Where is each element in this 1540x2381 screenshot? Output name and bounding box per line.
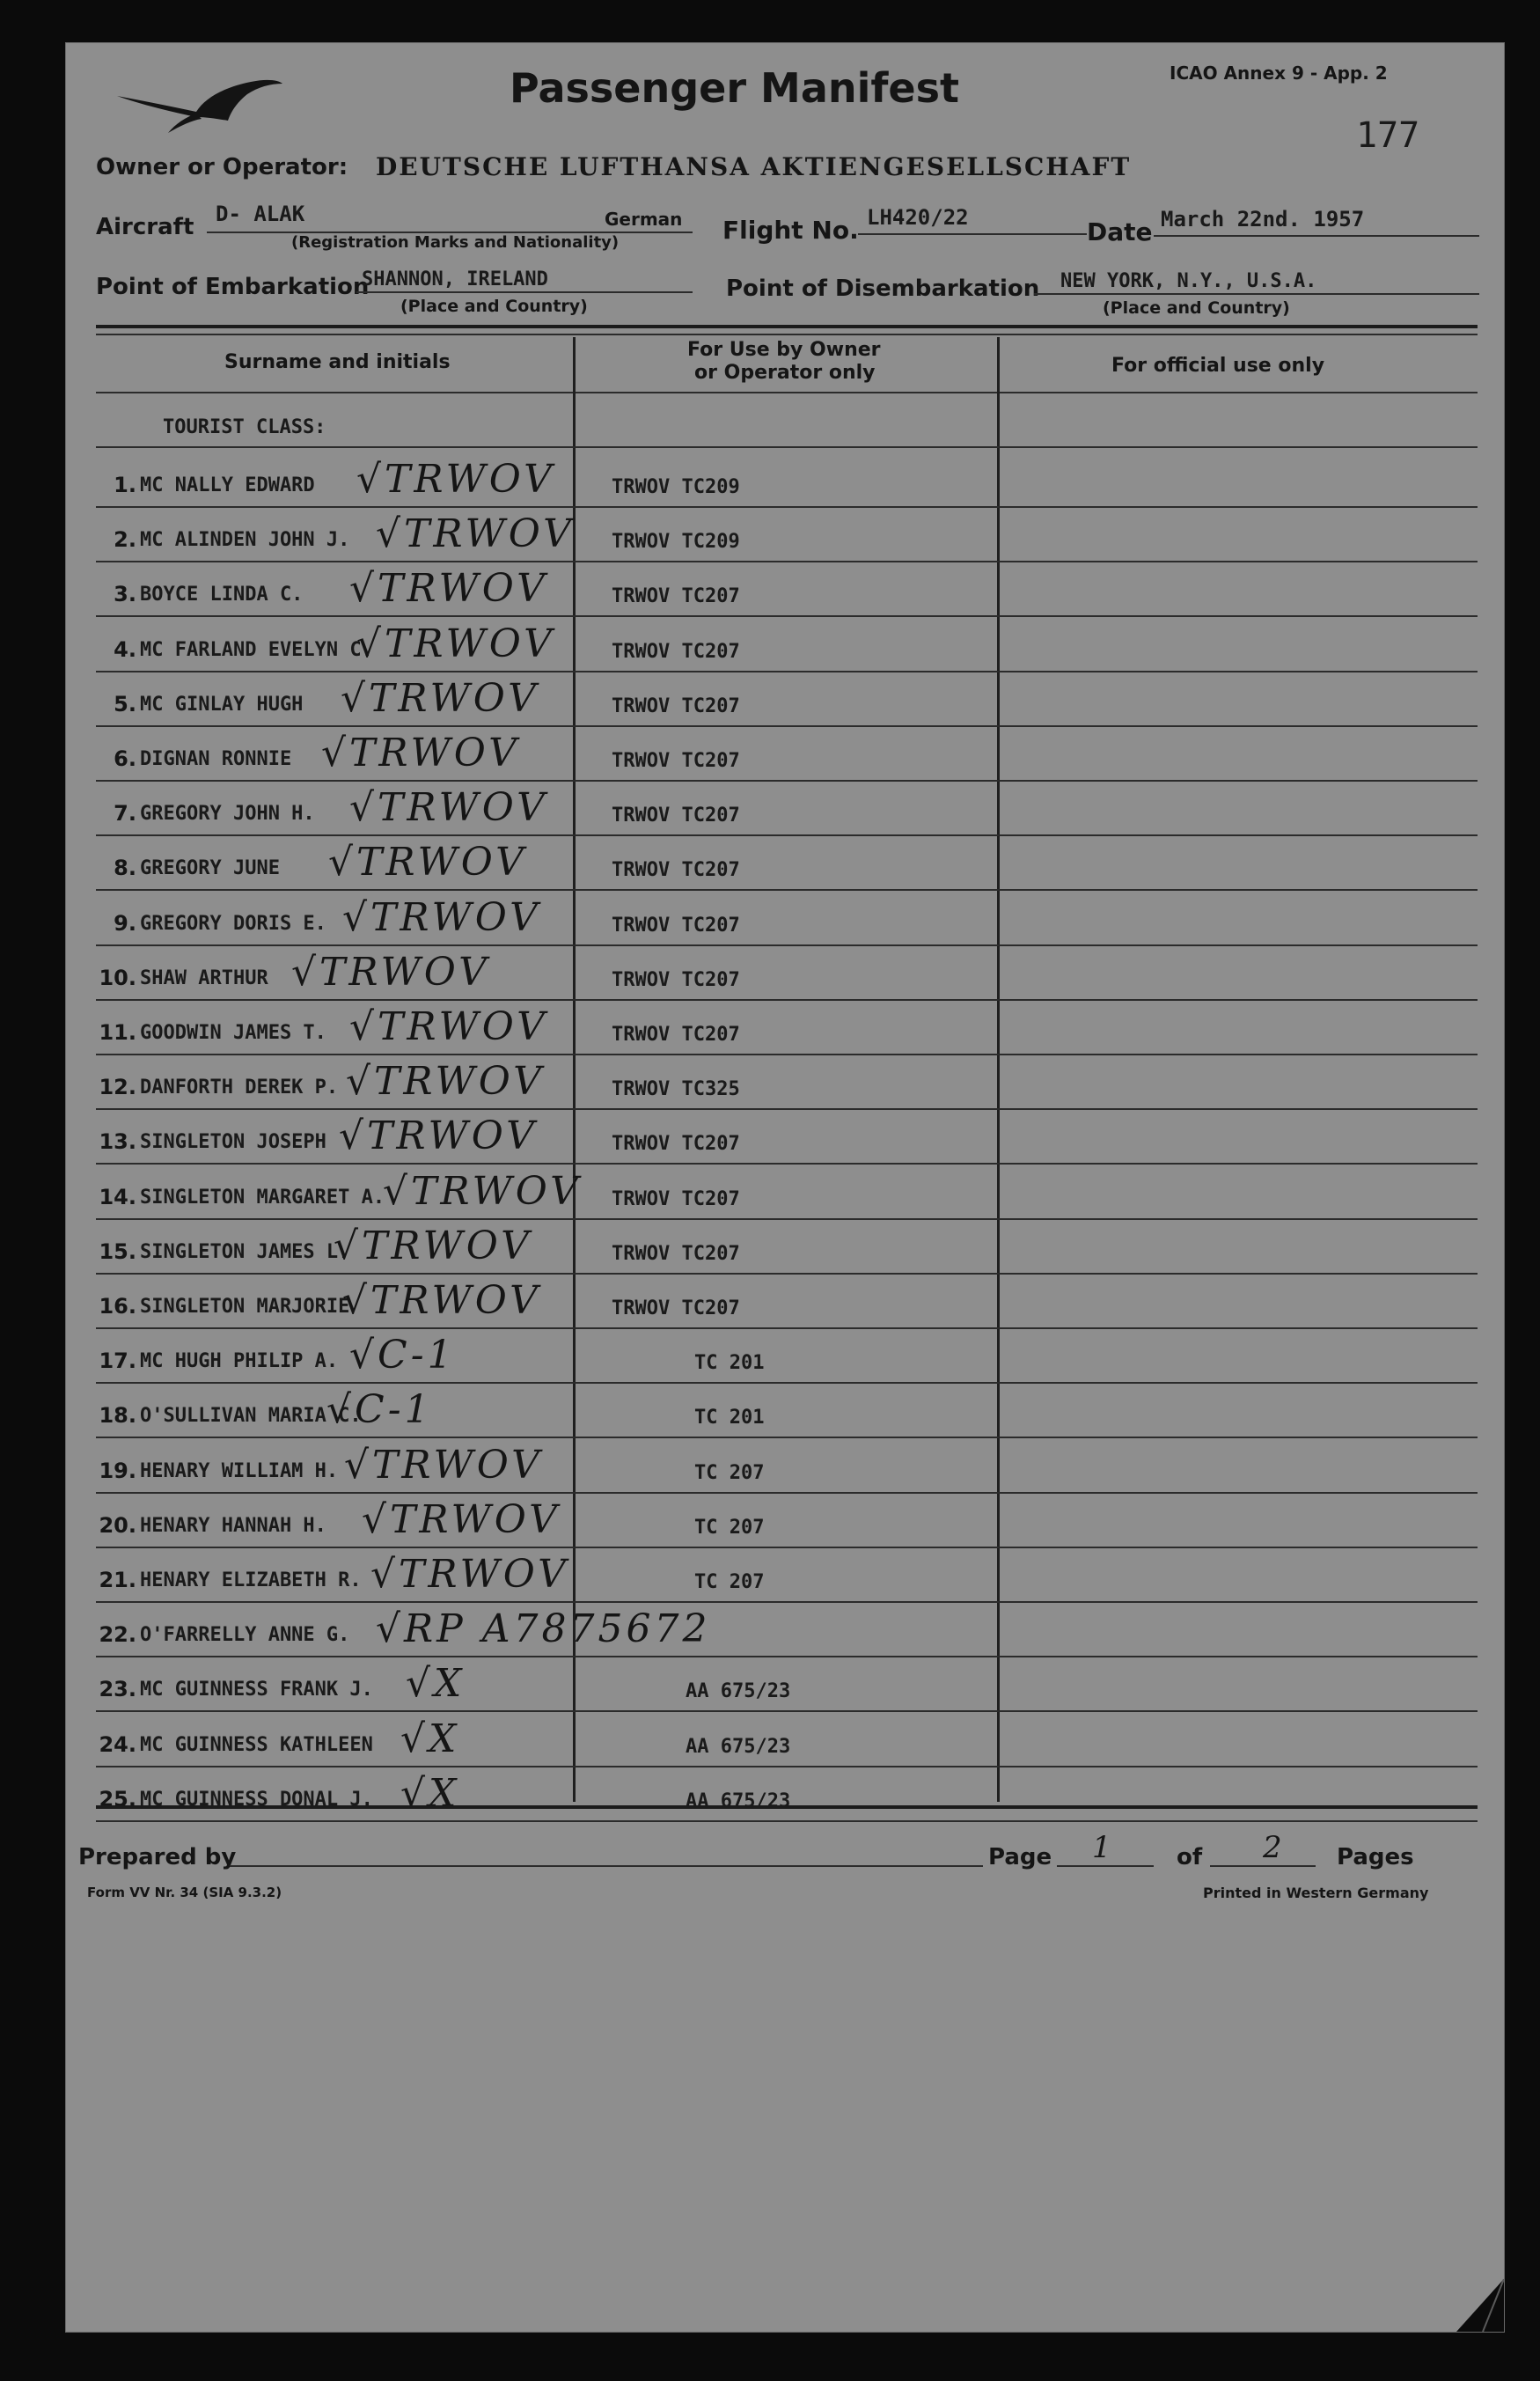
row-rule bbox=[96, 1327, 1478, 1329]
handwritten-mark: √TRWOV bbox=[321, 731, 520, 775]
passenger-number: 14. bbox=[99, 1184, 136, 1209]
row-rule bbox=[96, 1656, 1478, 1657]
operator-code: AA 675/23 bbox=[686, 1680, 791, 1703]
handwritten-mark: √TRWOV bbox=[341, 675, 539, 721]
handwritten-mark: √TRWOV bbox=[362, 1496, 561, 1542]
row-rule bbox=[96, 834, 1478, 836]
passenger-name: O'SULLIVAN MARIA C. bbox=[140, 1405, 362, 1428]
operator-code: TRWOV TC207 bbox=[612, 640, 740, 663]
operator-code: TRWOV TC207 bbox=[612, 585, 740, 608]
passenger-name: MC FARLAND EVELYN C. bbox=[140, 638, 373, 661]
passenger-name: SHAW ARTHUR bbox=[140, 966, 268, 989]
operator-code: TRWOV TC207 bbox=[612, 1133, 740, 1156]
passenger-row bbox=[66, 1278, 1504, 1331]
passenger-name: GOODWIN JAMES T. bbox=[140, 1022, 326, 1044]
column-header-owner-line1: For Use by Owner bbox=[687, 339, 881, 361]
operator-code: TRWOV TC207 bbox=[612, 968, 740, 991]
row-rule bbox=[96, 671, 1478, 672]
operator-code: TRWOV TC209 bbox=[612, 531, 740, 554]
row-rule bbox=[96, 615, 1478, 617]
date-label: Date bbox=[1087, 217, 1153, 246]
row-rule bbox=[96, 1382, 1478, 1384]
handwritten-mark: √TRWOV bbox=[370, 1552, 569, 1597]
date-underline bbox=[1154, 235, 1479, 237]
section-rule bbox=[96, 446, 1478, 448]
passenger-number: 17. bbox=[99, 1348, 136, 1374]
prepared-by-label: Prepared by bbox=[78, 1844, 237, 1870]
operator-code: TC 207 bbox=[694, 1571, 765, 1593]
operator-code: TRWOV TC207 bbox=[612, 750, 740, 772]
handwritten-mark: √TRWOV bbox=[291, 949, 490, 995]
row-rule bbox=[96, 1108, 1478, 1110]
passenger-name: MC GUINNESS DONAL J. bbox=[140, 1788, 373, 1811]
passenger-name: HENARY WILLIAM H. bbox=[140, 1459, 339, 1482]
passenger-number: 11. bbox=[99, 1020, 136, 1045]
passenger-row bbox=[66, 1771, 1504, 1824]
operator-code: TC 207 bbox=[694, 1461, 765, 1484]
passenger-row bbox=[66, 1113, 1504, 1166]
aircraft-nationality: German bbox=[605, 209, 683, 230]
passenger-row bbox=[66, 1333, 1504, 1385]
passenger-number: 23. bbox=[99, 1677, 136, 1702]
passenger-name: MC GUINNESS KATHLEEN bbox=[140, 1733, 373, 1756]
row-rule bbox=[96, 1218, 1478, 1220]
operator-code: TRWOV TC207 bbox=[612, 914, 740, 937]
folded-corner bbox=[1456, 2279, 1504, 2332]
handwritten-mark: √C-1 bbox=[326, 1387, 433, 1433]
embarkation-label: Point of Embarkation bbox=[96, 274, 370, 300]
manifest-page bbox=[65, 42, 1505, 2333]
page-number: 1 bbox=[1092, 1830, 1111, 1865]
row-rule bbox=[96, 506, 1478, 508]
passenger-number: 10. bbox=[99, 965, 136, 990]
passenger-row bbox=[66, 1387, 1504, 1440]
handwritten-mark: √TRWOV bbox=[344, 1442, 543, 1488]
passenger-name: HENARY ELIZABETH R. bbox=[140, 1569, 362, 1591]
passenger-row bbox=[66, 1552, 1504, 1605]
passenger-row bbox=[66, 731, 1504, 783]
printed-in-label: Printed in Western Germany bbox=[1203, 1885, 1429, 1901]
handwritten-mark: √TRWOV bbox=[349, 566, 548, 612]
operator-code: TRWOV TC207 bbox=[612, 805, 740, 827]
operator-code: AA 675/23 bbox=[686, 1735, 791, 1758]
passenger-row bbox=[66, 1716, 1504, 1769]
row-rule bbox=[96, 1054, 1478, 1055]
passenger-row bbox=[66, 1606, 1504, 1659]
row-rule bbox=[96, 1820, 1478, 1822]
table-top-rule-2 bbox=[96, 334, 1478, 335]
passenger-number: 13. bbox=[99, 1129, 136, 1155]
handwritten-mark: √X bbox=[406, 1661, 466, 1707]
row-rule bbox=[96, 1547, 1478, 1548]
of-label: of bbox=[1177, 1844, 1203, 1870]
passenger-name: MC GINLAY HUGH bbox=[140, 693, 304, 716]
operator-code: AA 675/23 bbox=[686, 1789, 791, 1812]
handwritten-mark: √TRWOV bbox=[356, 457, 555, 502]
passenger-number: 1. bbox=[114, 473, 136, 497]
handwritten-mark: √TRWOV bbox=[349, 1004, 548, 1049]
passenger-name: SINGLETON MARGARET A. bbox=[140, 1186, 385, 1209]
flight-value: LH420/22 bbox=[867, 205, 969, 230]
passenger-name: DANFORTH DEREK P. bbox=[140, 1077, 339, 1099]
passenger-row bbox=[66, 457, 1504, 510]
table-top-rule bbox=[96, 325, 1478, 328]
passenger-row bbox=[66, 1661, 1504, 1714]
document-title: Passenger Manifest bbox=[510, 64, 959, 112]
handwritten-mark: √TRWOV bbox=[349, 785, 548, 831]
passenger-number: 12. bbox=[99, 1075, 136, 1100]
passenger-name: O'FARRELLY ANNE G. bbox=[140, 1624, 350, 1647]
passenger-name: MC HUGH PHILIP A. bbox=[140, 1350, 339, 1373]
operator-code: TRWOV TC207 bbox=[612, 1024, 740, 1046]
passenger-name: MC NALLY EDWARD bbox=[140, 474, 315, 496]
passenger-number: 15. bbox=[99, 1238, 136, 1264]
passenger-number: 22. bbox=[99, 1622, 136, 1648]
passenger-number: 5. bbox=[114, 691, 136, 717]
owner-label: Owner or Operator: bbox=[96, 154, 348, 180]
flight-label: Flight No. bbox=[722, 216, 859, 245]
row-rule bbox=[96, 1710, 1478, 1712]
passenger-row bbox=[66, 1169, 1504, 1222]
handwritten-mark: √TRWOV bbox=[376, 511, 575, 557]
passenger-name: MC ALINDEN JOHN J. bbox=[140, 529, 350, 552]
passenger-name: GREGORY JUNE bbox=[140, 857, 280, 880]
row-rule bbox=[96, 1273, 1478, 1275]
passenger-number: 6. bbox=[114, 746, 136, 771]
row-rule bbox=[96, 780, 1478, 782]
handwritten-mark: √TRWOV bbox=[342, 894, 541, 940]
operator-code: TRWOV TC209 bbox=[612, 476, 740, 498]
operator-code: TRWOV TC207 bbox=[612, 1187, 740, 1210]
aircraft-value: D- ALAK bbox=[216, 202, 305, 226]
handwritten-mark: √TRWOV bbox=[328, 840, 527, 886]
passenger-row bbox=[66, 840, 1504, 893]
passenger-row bbox=[66, 950, 1504, 1003]
passenger-name: BOYCE LINDA C. bbox=[140, 584, 304, 606]
owner-value: DEUTSCHE LUFTHANSA AKTIENGESELLSCHAFT bbox=[376, 152, 1132, 181]
header-bottom-rule bbox=[96, 392, 1478, 393]
embarkation-value: SHANNON, IRELAND bbox=[362, 268, 548, 290]
passenger-row bbox=[66, 1497, 1504, 1550]
column-header-owner-line2: or Operator only bbox=[694, 362, 876, 384]
row-rule bbox=[96, 1601, 1478, 1603]
row-rule bbox=[96, 1163, 1478, 1165]
passenger-number: 9. bbox=[114, 910, 136, 936]
operator-code: TC 201 bbox=[694, 1407, 765, 1429]
date-value: March 22nd. 1957 bbox=[1161, 207, 1365, 231]
passenger-name: HENARY HANNAH H. bbox=[140, 1514, 326, 1537]
operator-code: TRWOV TC207 bbox=[612, 1242, 740, 1265]
passenger-row bbox=[66, 1443, 1504, 1495]
row-rule bbox=[96, 1437, 1478, 1438]
row-rule bbox=[96, 889, 1478, 891]
passenger-row bbox=[66, 1224, 1504, 1276]
handwritten-mark: √TRWOV bbox=[346, 1059, 545, 1105]
passenger-name: MC GUINNESS FRANK J. bbox=[140, 1679, 373, 1701]
passenger-number: 7. bbox=[114, 801, 136, 827]
operator-code: TC 207 bbox=[694, 1516, 765, 1539]
passenger-number: 8. bbox=[114, 856, 136, 881]
passenger-number: 19. bbox=[99, 1458, 136, 1483]
flight-underline bbox=[858, 233, 1087, 235]
row-rule bbox=[96, 1766, 1478, 1767]
passenger-row bbox=[66, 1059, 1504, 1112]
column-header-surname: Surname and initials bbox=[224, 351, 451, 373]
disembarkation-caption: (Place and Country) bbox=[1103, 298, 1290, 318]
row-rule bbox=[96, 999, 1478, 1001]
passenger-row bbox=[66, 566, 1504, 619]
operator-code: TC 201 bbox=[694, 1352, 765, 1375]
disembarkation-underline bbox=[1034, 293, 1479, 295]
aircraft-label: Aircraft bbox=[96, 214, 194, 240]
page-label: Page bbox=[988, 1844, 1052, 1870]
passenger-name: SINGLETON JAMES L. bbox=[140, 1240, 350, 1263]
handwritten-mark: √TRWOV bbox=[383, 1168, 582, 1214]
passenger-row bbox=[66, 511, 1504, 564]
embarkation-underline bbox=[356, 291, 693, 293]
passenger-number: 18. bbox=[99, 1403, 136, 1429]
passenger-row bbox=[66, 621, 1504, 674]
page-stamp-number: 177 bbox=[1356, 115, 1420, 156]
lufthansa-crane-logo bbox=[110, 62, 286, 159]
passenger-number: 25. bbox=[99, 1786, 136, 1811]
row-rule bbox=[96, 1492, 1478, 1494]
passenger-name: DIGNAN RONNIE bbox=[140, 748, 292, 770]
passenger-name: SINGLETON MARJORIE bbox=[140, 1296, 350, 1318]
operator-code: TRWOV TC325 bbox=[612, 1078, 740, 1101]
passenger-number: 21. bbox=[99, 1568, 136, 1592]
page-number-line bbox=[1057, 1865, 1154, 1867]
passenger-number: 24. bbox=[99, 1731, 136, 1757]
pages-label: Pages bbox=[1337, 1844, 1414, 1870]
column-header-official: For official use only bbox=[1111, 355, 1325, 377]
passenger-row bbox=[66, 1004, 1504, 1057]
passenger-name: SINGLETON JOSEPH bbox=[140, 1131, 326, 1154]
handwritten-mark: √RP A7875672 bbox=[376, 1606, 711, 1652]
prepared-by-line bbox=[230, 1865, 983, 1867]
passenger-number: 2. bbox=[114, 527, 136, 553]
passenger-number: 4. bbox=[114, 636, 136, 662]
handwritten-mark: √TRWOV bbox=[342, 1278, 541, 1323]
page-total-line bbox=[1210, 1865, 1316, 1867]
row-rule bbox=[96, 725, 1478, 727]
passenger-number: 20. bbox=[99, 1512, 136, 1538]
passenger-row bbox=[66, 676, 1504, 729]
passenger-number: 16. bbox=[99, 1294, 136, 1319]
form-identifier: Form VV Nr. 34 (SIA 9.3.2) bbox=[87, 1885, 282, 1900]
operator-code: TRWOV TC207 bbox=[612, 1297, 740, 1319]
handwritten-mark: √X bbox=[400, 1770, 460, 1816]
handwritten-mark: √TRWOV bbox=[339, 1113, 538, 1159]
passenger-name: GREGORY JOHN H. bbox=[140, 803, 315, 826]
operator-code: TRWOV TC207 bbox=[612, 694, 740, 717]
disembarkation-label: Point of Disembarkation bbox=[726, 276, 1040, 302]
operator-code: TRWOV TC207 bbox=[612, 859, 740, 882]
row-rule bbox=[96, 561, 1478, 562]
passenger-row bbox=[66, 785, 1504, 838]
passenger-name: GREGORY DORIS E. bbox=[140, 912, 326, 935]
handwritten-mark: √C-1 bbox=[349, 1333, 456, 1378]
handwritten-mark: √TRWOV bbox=[356, 621, 555, 666]
passenger-row bbox=[66, 895, 1504, 948]
disembarkation-value: NEW YORK, N.Y., U.S.A. bbox=[1060, 270, 1317, 292]
table-bottom-rule bbox=[96, 1805, 1478, 1809]
aircraft-caption: (Registration Marks and Nationality) bbox=[291, 233, 620, 252]
row-rule bbox=[96, 944, 1478, 946]
section-label: TOURIST CLASS: bbox=[163, 416, 326, 438]
page-total: 2 bbox=[1263, 1830, 1282, 1865]
handwritten-mark: √TRWOV bbox=[334, 1223, 532, 1268]
passenger-number: 3. bbox=[114, 582, 136, 607]
icao-annex-label: ICAO Annex 9 - App. 2 bbox=[1170, 62, 1388, 84]
handwritten-mark: √X bbox=[400, 1716, 460, 1761]
embarkation-caption: (Place and Country) bbox=[400, 297, 588, 316]
